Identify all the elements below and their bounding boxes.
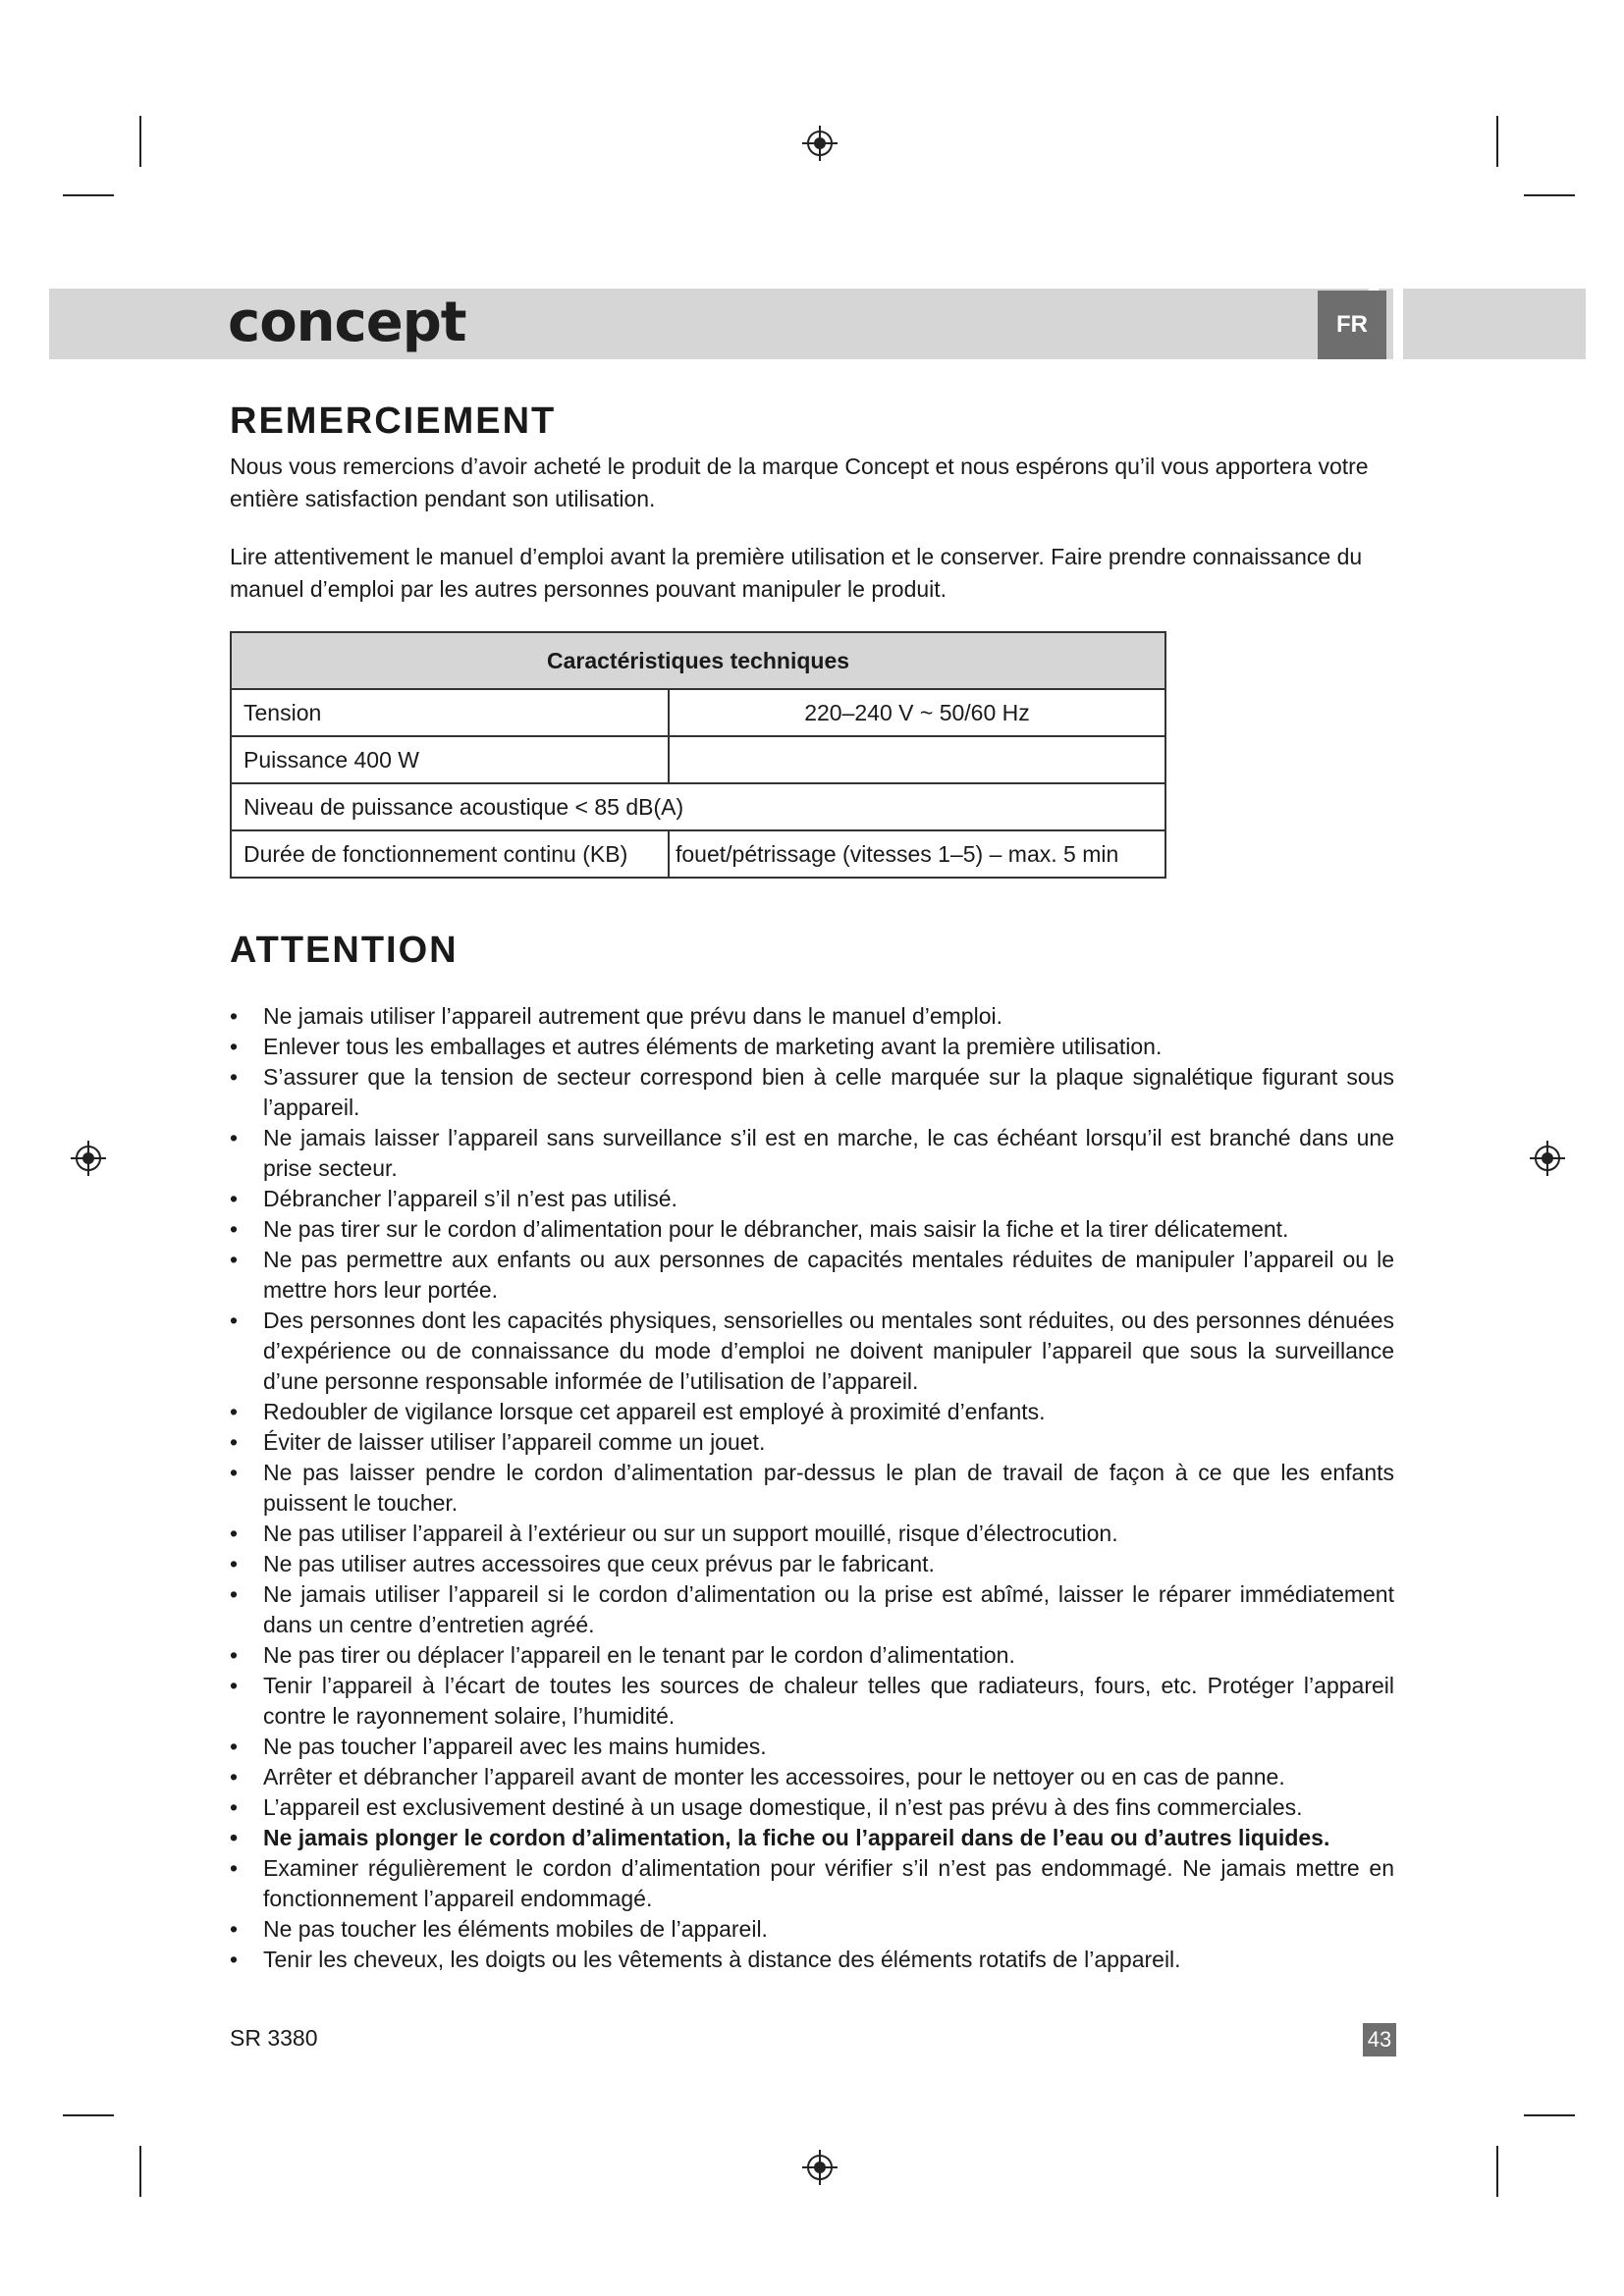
list-item: • Ne pas utiliser l’appareil à l’extérieur ou sur un support mouillé, risque d’électrocution. bbox=[230, 1519, 1394, 1549]
list-item: • Ne pas tirer ou déplacer l’appareil en le tenant par le cordon d’alimentation. bbox=[230, 1640, 1394, 1671]
registration-mark-icon bbox=[69, 1139, 108, 1178]
crop-mark bbox=[139, 116, 141, 167]
spec-table-header: Caractéristiques techniques bbox=[231, 632, 1165, 689]
list-item: • Ne pas permettre aux enfants ou aux personnes de capacités mentales réduites de manipuler l’appareil ou le mettre hors leur portée. bbox=[230, 1245, 1394, 1306]
list-item: • Ne pas toucher les éléments mobiles de l’appareil. bbox=[230, 1914, 1394, 1945]
spec-label: Niveau de puissance acoustique < 85 dB(A) bbox=[231, 783, 1165, 830]
list-item: • Ne pas laisser pendre le cordon d’alimentation par-dessus le plan de travail de façon à ce que les enfants puissent le toucher. bbox=[230, 1458, 1394, 1519]
crop-mark bbox=[1524, 194, 1575, 196]
list-item: • Ne pas utiliser autres accessoires que ceux prévus par le fabricant. bbox=[230, 1549, 1394, 1579]
registration-mark-icon bbox=[1528, 1139, 1567, 1178]
main-content bbox=[230, 400, 1394, 1975]
list-item: • Ne pas toucher l’appareil avec les mains humides. bbox=[230, 1732, 1394, 1762]
brand-logo: concept bbox=[228, 291, 466, 354]
thanks-paragraph: Nous vous remercions d’avoir acheté le produit de la marque Concept et nous espérons qu’il vous apportera votre entière satisfaction pendant son utilisation. bbox=[230, 454, 1369, 511]
list-item: • Des personnes dont les capacités physiques, sensorielles ou mentales sont réduites, ou des personnes dénuées d’expérience ou de connaissance du mode d’emploi ne doivent manipuler l’appareil que sous la surveillance d’une personne responsable informée de l’utilisation de l’appareil. bbox=[230, 1306, 1394, 1397]
page-number: 43 bbox=[1363, 2023, 1396, 2056]
list-item: • Arrêter et débrancher l’appareil avant de monter les accessoires, pour le nettoyer ou en cas de panne. bbox=[230, 1762, 1394, 1792]
spec-value bbox=[669, 736, 1165, 783]
spec-label: Durée de fonctionnement continu (KB) bbox=[231, 830, 669, 878]
spec-label: Puissance 400 W bbox=[231, 736, 669, 783]
registration-mark-icon bbox=[800, 124, 839, 163]
table-row bbox=[231, 736, 1165, 783]
list-item: • Ne jamais plonger le cordon d’alimentation, la fiche ou l’appareil dans de l’eau ou d’autres liquides. bbox=[230, 1823, 1394, 1853]
spec-table bbox=[230, 631, 1166, 879]
table-row bbox=[231, 689, 1165, 736]
list-item: • Ne jamais laisser l’appareil sans surveillance s’il est en marche, le cas échéant lorsqu’il est branché dans une prise secteur. bbox=[230, 1123, 1394, 1184]
spec-label: Tension bbox=[231, 689, 669, 736]
spec-value: fouet/pétrissage (vitesses 1–5) – max. 5 min bbox=[669, 830, 1165, 878]
list-item: • Débrancher l’appareil s’il n’est pas utilisé. bbox=[230, 1184, 1394, 1214]
list-item: • Ne jamais utiliser l’appareil autrement que prévu dans le manuel d’emploi. bbox=[230, 1001, 1394, 1032]
thanks-heading: REMERCIEMENT bbox=[230, 400, 557, 442]
list-item: • Ne pas tirer sur le cordon d’alimentation pour le débrancher, mais saisir la fiche et la tirer délicatement. bbox=[230, 1214, 1394, 1245]
list-item: • Tenir l’appareil à l’écart de toutes les sources de chaleur telles que radiateurs, fours, etc. Protéger l’appareil contre le rayonnement solaire, l’humidité. bbox=[230, 1671, 1394, 1732]
language-badge: FR bbox=[1318, 291, 1386, 359]
table-row bbox=[231, 830, 1165, 878]
list-item: • Enlever tous les emballages et autres éléments de marketing avant la première utilisation. bbox=[230, 1032, 1394, 1062]
crop-mark bbox=[63, 2114, 114, 2116]
list-item: • Tenir les cheveux, les doigts ou les vêtements à distance des éléments rotatifs de l’appareil. bbox=[230, 1945, 1394, 1975]
header-divider bbox=[1393, 289, 1403, 359]
list-item: • Examiner régulièrement le cordon d’alimentation pour vérifier s’il n’est pas endommagé. Ne jamais mettre en fonctionnement l’appareil endommagé. bbox=[230, 1853, 1394, 1914]
crop-mark bbox=[1496, 2146, 1498, 2197]
crop-mark bbox=[1496, 116, 1498, 167]
crop-mark bbox=[1524, 2114, 1575, 2116]
list-item: • Redoubler de vigilance lorsque cet appareil est employé à proximité d’enfants. bbox=[230, 1397, 1394, 1427]
registration-mark-icon bbox=[800, 2148, 839, 2187]
instructions-paragraph: Lire attentivement le manuel d’emploi avant la première utilisation et le conserver. Faire prendre connaissance du manuel d’emploi par les autres personnes pouvant manipuler le produit. bbox=[230, 544, 1363, 602]
list-item: • Éviter de laisser utiliser l’appareil comme un jouet. bbox=[230, 1427, 1394, 1458]
list-item: • S’assurer que la tension de secteur correspond bien à celle marquée sur la plaque signalétique figurant sous l’appareil. bbox=[230, 1062, 1394, 1123]
attention-list bbox=[230, 1001, 1394, 1975]
list-item: • L’appareil est exclusivement destiné à un usage domestique, il n’est pas prévu à des fins commerciales. bbox=[230, 1792, 1394, 1823]
spec-value: 220–240 V ~ 50/60 Hz bbox=[669, 689, 1165, 736]
crop-mark bbox=[63, 194, 114, 196]
list-item: • Ne jamais utiliser l’appareil si le cordon d’alimentation ou la prise est abîmé, laisser le réparer immédiatement dans un centre d’entretien agréé. bbox=[230, 1579, 1394, 1640]
table-row bbox=[231, 783, 1165, 830]
attention-heading: ATTENTION bbox=[230, 930, 459, 971]
model-number: SR 3380 bbox=[230, 2025, 318, 2051]
crop-mark bbox=[139, 2146, 141, 2197]
